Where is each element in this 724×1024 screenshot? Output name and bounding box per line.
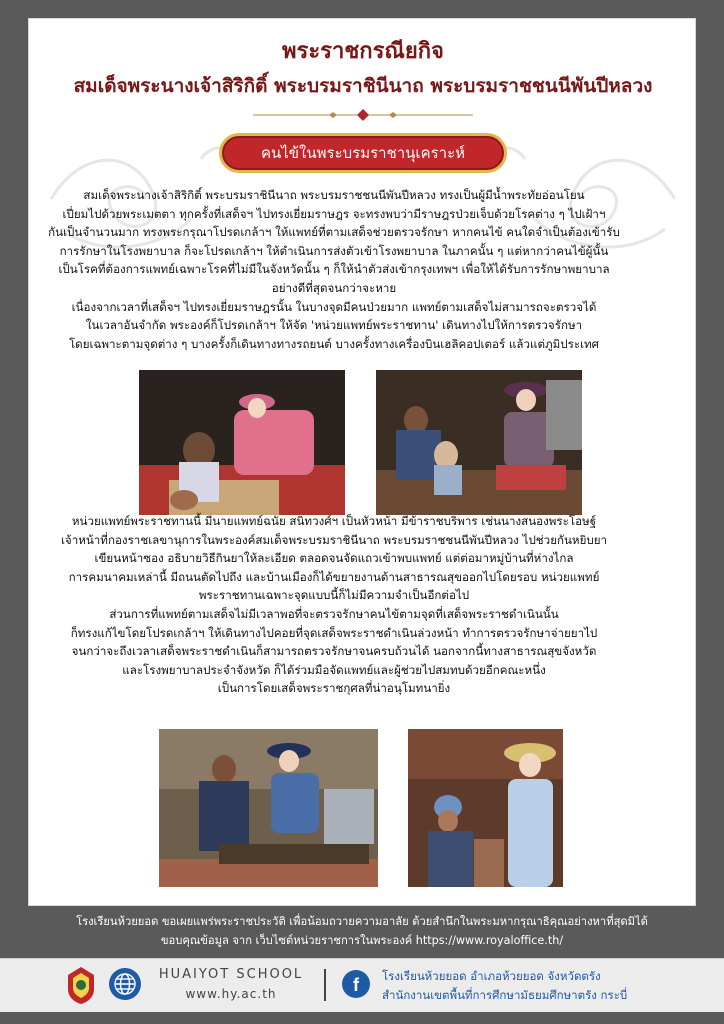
paragraph-medical-unit — [40, 512, 628, 698]
text-line: เปี่ยมไปด้วยพระเมตตา ทุกครั้งที่เสด็จฯ ไปทรงเยี่ยมราษฎร จะทรงพบว่ามีราษฎรป่วยเจ็บด้วยโรคต่าง ๆ ไปเฝ้าฯ — [62, 206, 606, 221]
bottom-strip — [0, 1012, 724, 1024]
footer-note — [0, 912, 724, 950]
divider-ornament — [253, 108, 473, 122]
text-line: สมเด็จพระนางเจ้าสิริกิติ์ พระบรมราชินีนาถ พระบรมราชชนนีพันปีหลวง ทรงเป็นผู้มีน้ำพระทัยอ่อนโยน — [83, 188, 585, 202]
bottom-bar — [0, 958, 724, 1012]
photo-queen-with-villagers — [408, 729, 563, 887]
text-line: กันเป็นจำนวนมาก ทรงพระกรุณาโปรดเกล้าฯ ให้แพทย์ที่ตามเสด็จช่วยตรวจรักษา หากคนไข้ คนใดจำเป็นต้องเข้ารับ — [48, 225, 620, 240]
text-line: พระราชทานเฉพาะจุดแบบนี้ก็ไม่มีความจำเป็นอีกต่อไป — [198, 588, 470, 603]
school-name: HUAIYOT SCHOOL — [158, 967, 304, 982]
school-website-link[interactable]: www.hy.ac.th — [185, 987, 277, 1001]
facebook-icon[interactable]: f — [342, 970, 370, 998]
text-line: ในเวลาอันจำกัด พระองค์ก็โปรดเกล้าฯ ให้จัด 'หน่วยแพทย์พระราชทาน' เดินทางไปให้การตรวจรักษา — [85, 318, 583, 333]
facebook-page-name[interactable]: โรงเรียนห้วยยอด อำเภอห้วยยอด จังหวัดตรัง — [382, 969, 601, 983]
paragraph-intro — [40, 186, 628, 353]
text-line: และโรงพยาบาลประจำจังหวัด ก็ได้ร่วมมือจัดแพทย์และผู้ช่วยไปสมทบด้วยอีกคณะหนึ่ง — [122, 662, 546, 677]
text-line: การรักษาในโรงพยาบาล ก็จะโปรดเกล้าฯ ให้ดำเนินการส่งตัวเข้าโรงพยาบาล ในภาคนั้น ๆ แต่หากว่าคนไข้ผู้นั้น — [59, 243, 609, 258]
page-title: พระราชกรณียกิจ — [282, 39, 444, 64]
photo-queen-visiting-family — [376, 370, 582, 515]
text-line: การคมนาคมเหล่านี้ มีถนนตัดไปถึง และบ้านเมืองก็ได้ขยายงานด้านสาธารณสุขออกไปโดยรอบ หน่วยแพทย์ — [68, 569, 600, 584]
text-line: อย่างดีที่สุดจนกว่าจะหาย — [271, 280, 397, 295]
photo-queen-with-patient — [139, 370, 345, 515]
school-crest-icon — [64, 965, 98, 1005]
text-line: เป็นการโดยเสด็จพระราชกุศลที่น่าอนุโมทนายิ่ง — [217, 681, 451, 696]
text-line: ส่วนการที่แพทย์ตามเสด็จไม่มีเวลาพอที่จะตรวจรักษาคนไข้ตามจุดที่เสด็จพระราชดำเนินนั้น — [109, 606, 559, 621]
text-line: ก็ทรงแก้ไขโดยโปรดเกล้าฯ ให้เดินทางไปคอยที่จุดเสด็จพระราชดำเนินล่วงหน้า ทำการตรวจรักษาจ่ายยาไป — [70, 625, 598, 640]
footer-line: โรงเรียนห้วยยอด ขอเผยแพร่พระราชประวัติ เพื่อน้อมถวายความอาลัย ด้วยสำนึกในพระมหากรุณาธิคุณอย่างหาที่สุดมิได้ — [76, 915, 648, 928]
text-line: เจ้าหน้าที่กองราชเลขานุการในพระองค์สมเด็จพระบรมราชินีนาถ พระบรมราชชนนีพันปีหลวง ไปช่วยกันหยิบยา — [60, 532, 608, 547]
text-line: หน่วยแพทย์พระราชทานนี้ มีนายแพทย์ฉนัย สนิทวงศ์ฯ เป็นหัวหน้า มีข้าราชบริพาร เช่นนางสนองพระโอษฐ์ — [71, 514, 597, 528]
text-line: โดยเฉพาะตามจุดต่าง ๆ บางครั้งก็เดินทางทางรถยนต์ บางครั้งทางเครื่องบินเฮลิคอปเตอร์ แล้วแต่ภูมิประเทศ — [68, 336, 600, 351]
text-line: จนกว่าจะถึงเวลาเสด็จพระราชดำเนินก็สามารถตรวจรักษาจนครบถ้วนได้ นอกจากนี้ทางสาธารณสุขจังหวัด — [71, 644, 597, 659]
globe-icon[interactable] — [108, 967, 142, 1001]
facebook-page-office: สำนักงานเขตพื้นที่การศึกษามัธยมศึกษาตรัง กระบี่ — [382, 988, 628, 1002]
text-line: เนื่องจากเวลาที่เสด็จฯ ไปทรงเยี่ยมราษฎรนั้น ในบางจุดมีคนป่วยมาก แพทย์ตามเสด็จไม่สามารถจะตรวจได้ — [71, 299, 597, 314]
text-line: เขียนหน้าซอง อธิบายวิธีกินยาให้ละเอียด ตลอดจนจัดแถวเข้าพบแพทย์ แต่ต่อมาหมู่บ้านที่ห่างไกล — [94, 551, 574, 566]
divider — [324, 969, 326, 1001]
footer-line: ขอบคุณข้อมูล จาก เว็บไซต์หน่วยราชการในพระองค์ https://www.royaloffice.th/ — [160, 934, 564, 947]
text-line: เป็นโรคที่ต้องการแพทย์เฉพาะโรคที่ไม่มีในจังหวัดนั้น ๆ ก็ให้นำตัวส่งเข้ากรุงเทพฯ เพื่อให้ได้รับการรักษาพยาบาล — [58, 262, 610, 277]
section-banner: คนไข้ในพระบรมราชานุเคราะห์ — [219, 133, 507, 173]
page-subtitle: สมเด็จพระนางเจ้าสิริกิติ์ พระบรมราชินีนาถ พระบรมราชชนนีพันปีหลวง — [73, 75, 653, 97]
photo-queen-examining-patient — [159, 729, 378, 887]
